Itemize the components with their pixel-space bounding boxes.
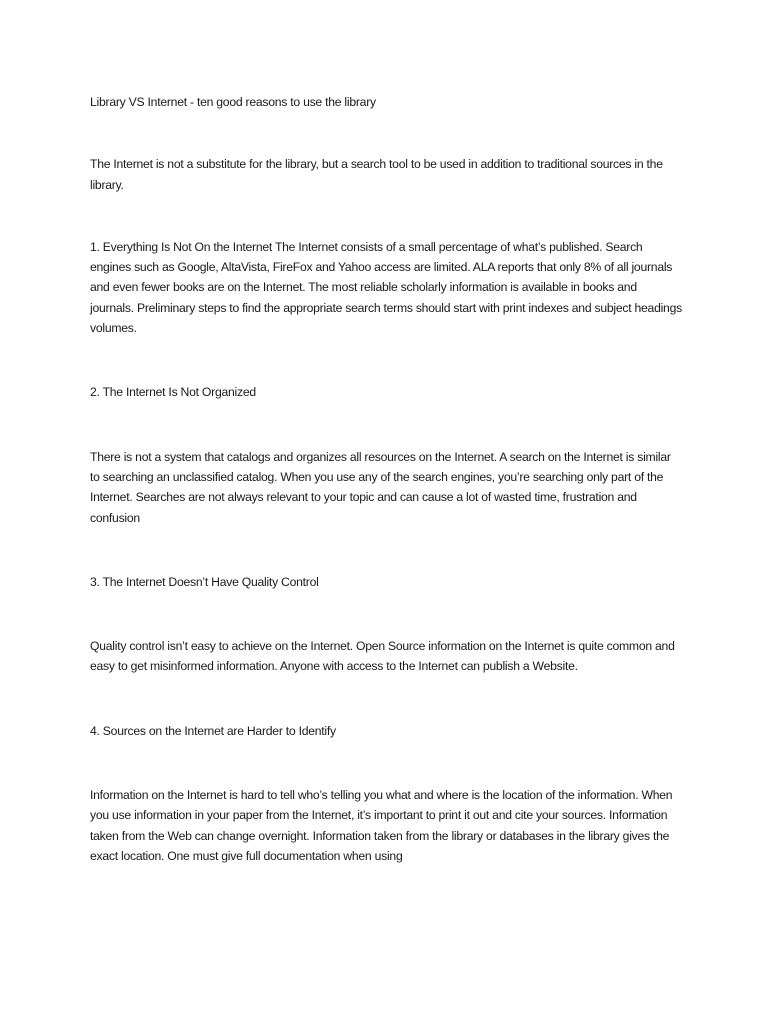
- document-title: Library VS Internet - ten good reasons to use the library: [90, 95, 376, 109]
- section-4-heading: 4. Sources on the Internet are Harder to Identify: [90, 723, 336, 738]
- section-3-heading: 3. The Internet Doesn’t Have Quality Control: [90, 574, 319, 589]
- section-2-heading: 2. The Internet Is Not Organized: [90, 385, 256, 400]
- section-4-body: Information on the Internet is hard to tell who’s telling you what and where is the location of the information. When you use information in your paper from the Internet, it’s important to print it out and cite your sources. Information taken from the Web can change overnight. Information taken from the library or databases in the library gives the exact location. One must give full documentation when using: [90, 788, 673, 863]
- section-1-paragraph: 1. Everything Is Not On the Internet The Internet consists of a small percentage of what’s published. Search engines such as Google, AltaVista, FireFox and Yahoo access are limited. ALA reports that only 8% of all journals and even fewer books are on the Internet. The most reliable scholarly information is available in books and journals. Preliminary steps to find the appropriate search terms should start with print indexes and subject headings volumes.: [90, 239, 682, 336]
- intro-paragraph: The Internet is not a substitute for the library, but a search tool to be used in addition to traditional sources in the library.: [90, 157, 663, 192]
- section-3-body: Quality control isn’t easy to achieve on the Internet. Open Source information on the Internet is quite common and easy to get misinformed information. Anyone with access to the Internet can publish a Website.: [90, 639, 675, 674]
- section-2-body: There is not a system that catalogs and organizes all resources on the Internet. A search on the Internet is similar to searching an unclassified catalog. When you use any of the search engines, you’re searching only part of the Internet. Searches are not always relevant to your topic and can cause a lot of wasted time, frustration and confusion: [90, 449, 671, 525]
